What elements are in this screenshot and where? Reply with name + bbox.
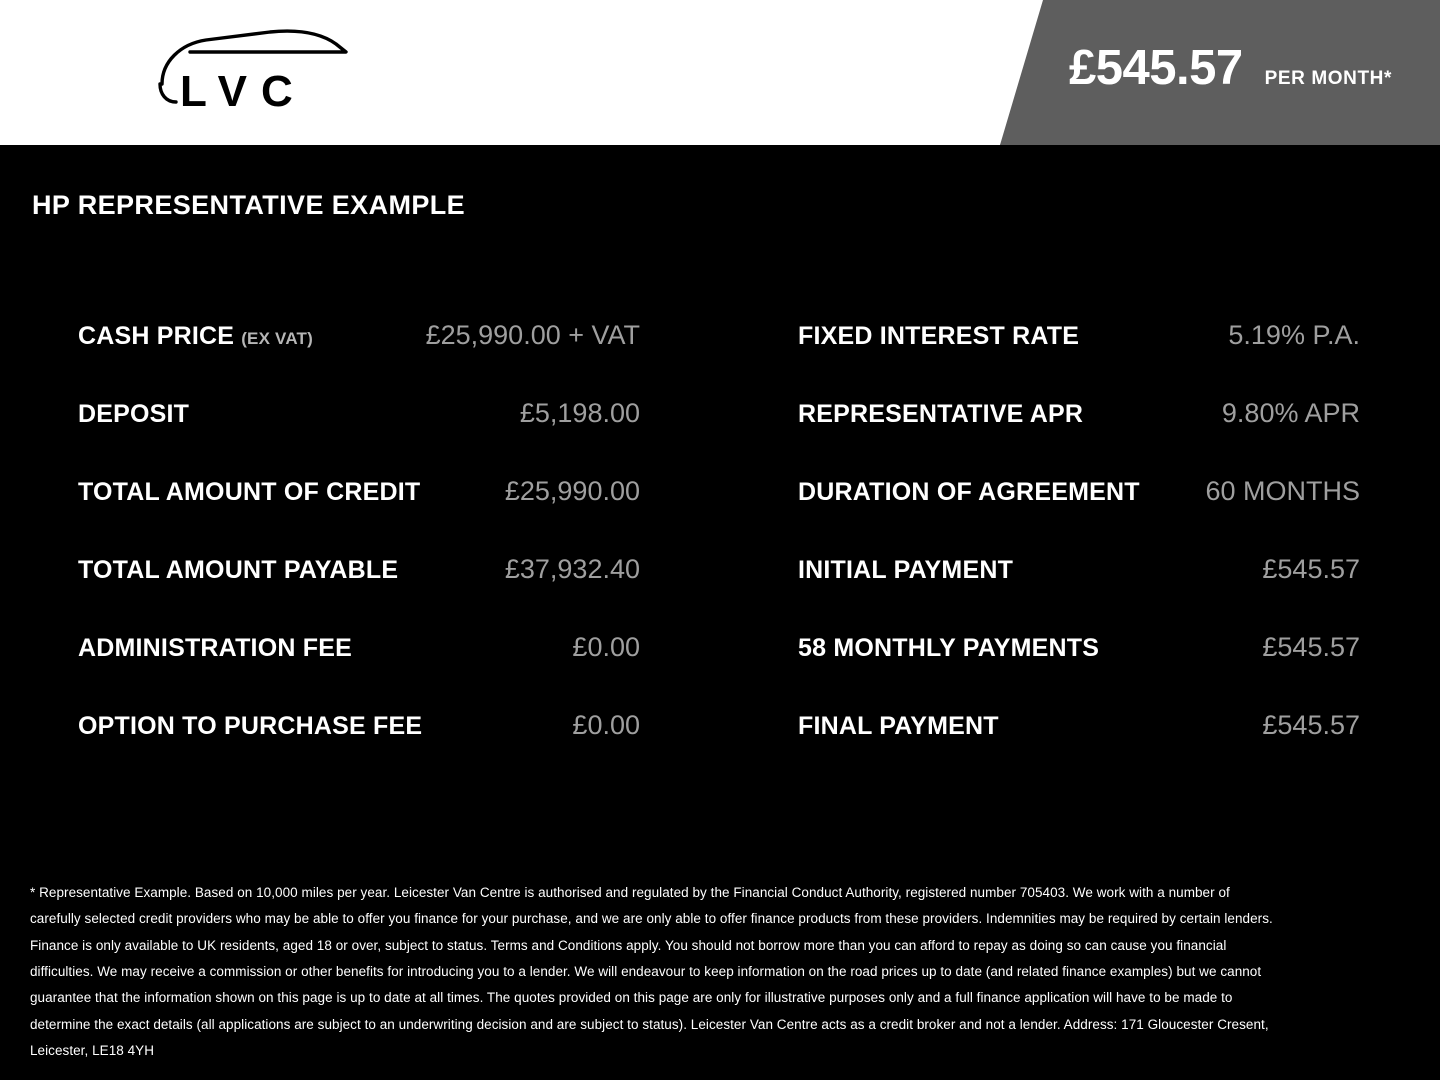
table-row — [78, 632, 640, 710]
row-value: 5.19% P.A. — [1228, 320, 1360, 350]
row-value: £37,932.40 — [504, 554, 640, 584]
row-label — [78, 712, 422, 741]
row-label — [798, 322, 1079, 351]
row-label-text: DURATION OF AGREEMENT — [798, 478, 1140, 506]
row-label — [78, 400, 189, 429]
table-row — [798, 476, 1360, 554]
table-row — [798, 554, 1360, 632]
row-label — [798, 478, 1140, 507]
table-row — [78, 398, 640, 476]
table-row — [78, 710, 640, 788]
row-label — [798, 712, 999, 741]
row-value: £25,990.00 — [504, 476, 640, 506]
table-row — [798, 398, 1360, 476]
table-row — [78, 476, 640, 554]
disclaimer-text: * Representative Example. Based on 10,000 miles per year. Leicester Van Centre is authorised and regulated by the Financial Conduct Authority, registered number 705403. We work with a number of carefully selected credit providers who may be able to offer you finance for your purchase, and we are only able to offer finance products from these providers. Indemnities may be required by certain lenders. Finance is only available to UK residents, aged 18 or over, subject to status. Terms and Conditions apply. You should not borrow more than you can afford to repay as doing so can cause you financial difficulties. We may receive a commission or other benefits for introducing you to a lender. We will endeavour to keep information on the road prices up to date (and related finance examples) but we cannot guarantee that the information shown on this page is up to date at all times. The quotes provided on this page are only for illustrative purposes only and a full finance application will have to be made to determine the exact details (all applications are subject to an underwriting decision and are subject to status). Leicester Van Centre acts as a credit broker and not a lender. Address: 171 Gloucester Cresent, Leicester, LE18 4YH — [30, 885, 1273, 1058]
row-value: £545.57 — [1262, 632, 1360, 662]
row-value: £545.57 — [1262, 554, 1360, 584]
table-row — [78, 554, 640, 632]
row-value: 9.80% APR — [1221, 398, 1360, 428]
lvc-logo — [150, 22, 390, 122]
page-header — [0, 0, 1440, 145]
price-period: PER MONTH* — [1264, 68, 1392, 89]
row-label-text: 58 MONTHLY PAYMENTS — [798, 634, 1100, 662]
lvc-logo-icon — [150, 22, 390, 122]
page-title: HP REPRESENTATIVE EXAMPLE — [32, 190, 466, 220]
row-label — [78, 478, 420, 507]
row-value: £0.00 — [572, 632, 640, 662]
finance-column-left — [0, 320, 720, 788]
row-label-text: DEPOSIT — [78, 400, 190, 428]
row-label-text: ADMINISTRATION FEE — [78, 634, 352, 662]
row-label — [798, 556, 1013, 585]
row-label-text: FINAL PAYMENT — [798, 712, 999, 740]
finance-details-table — [0, 320, 1440, 788]
row-value: £0.00 — [572, 710, 640, 740]
monthly-price — [1068, 41, 1392, 95]
row-value: £545.57 — [1262, 710, 1360, 740]
table-row — [798, 632, 1360, 710]
row-value: £25,990.00 + VAT — [425, 320, 640, 350]
row-label-text: TOTAL AMOUNT OF CREDIT — [78, 478, 421, 506]
row-label-text: TOTAL AMOUNT PAYABLE — [78, 556, 399, 584]
row-label — [798, 634, 1099, 663]
main-content — [0, 145, 1440, 1080]
row-label-text: CASH PRICE — [78, 322, 235, 350]
row-label-text: OPTION TO PURCHASE FEE — [78, 712, 423, 740]
table-row — [78, 320, 640, 398]
svg-text:LVC: LVC — [180, 67, 307, 116]
table-row — [798, 320, 1360, 398]
row-label — [78, 634, 352, 663]
price-amount: £545.57 — [1068, 41, 1243, 95]
row-value: £5,198.00 — [519, 398, 640, 428]
row-label-sub: (EX VAT) — [241, 329, 313, 348]
row-label-text: REPRESENTATIVE APR — [798, 400, 1084, 428]
row-label — [78, 556, 398, 585]
row-label — [798, 400, 1083, 429]
finance-column-right — [720, 320, 1440, 788]
row-value: 60 MONTHS — [1205, 476, 1360, 506]
row-label-text: FIXED INTEREST RATE — [798, 322, 1080, 350]
row-label — [78, 322, 313, 351]
table-row — [798, 710, 1360, 788]
row-label-text: INITIAL PAYMENT — [798, 556, 1014, 584]
